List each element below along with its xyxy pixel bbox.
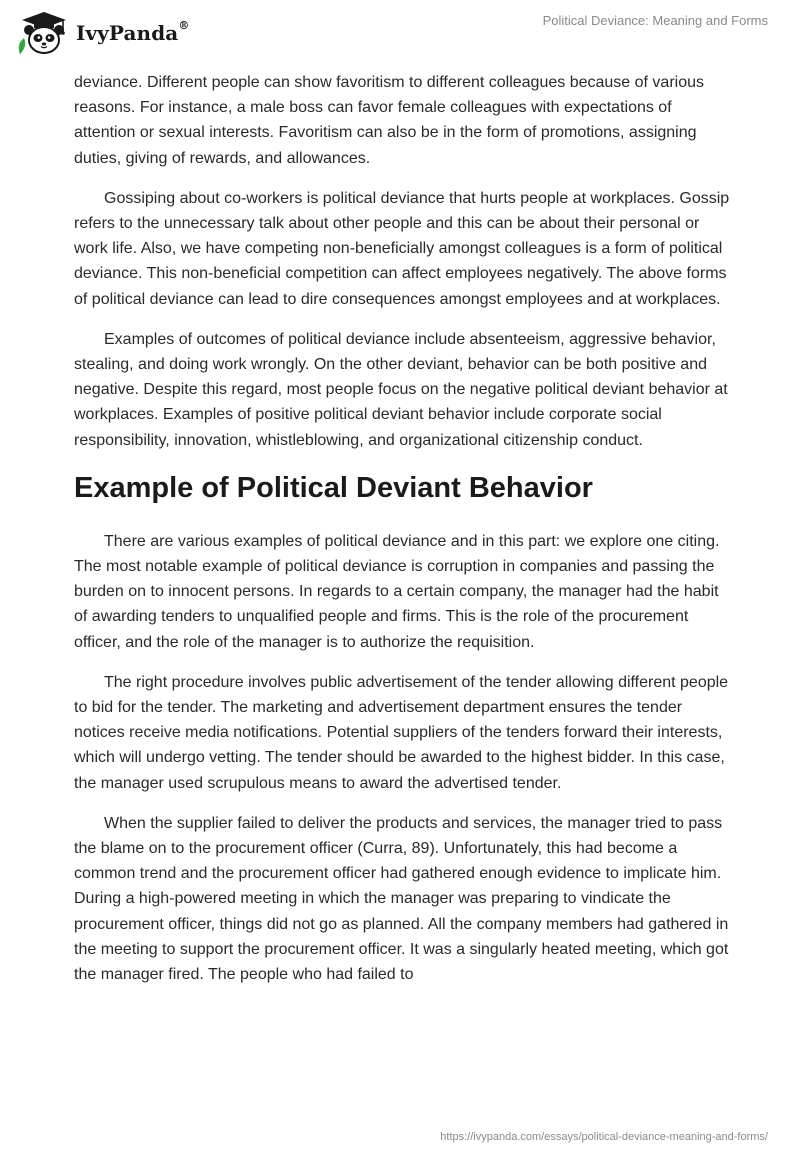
logo-wordmark [76, 21, 189, 45]
paragraph-example-intro: There are various examples of political deviance and in this part: we explore one citing. The most notable example of political deviance is corruption in companies and passing the burden on to innocent persons. In regards to a certain company, the manager had the habit of awarding tenders to unqualified people and firms. This is the role of the procurement officer, and the role of the manager is to authorize the requisition. [74, 532, 720, 651]
registered-mark: ® [178, 19, 190, 32]
paragraph-procedure: The right procedure involves public advertisement of the tender allowing different people to bid for the tender. The marketing and advertisement department ensures the tender notices receive media notifications. Potential suppliers of the tenders forward their interests, which will undergo vetting. The tender should be awarded to the highest bidder. In this case, the manager used scrupulous means to award the advertised tender. [74, 673, 729, 792]
paragraph-continued: deviance. Different people can show favoritism to different colleagues because of various reasons. For instance, a male boss can favor female colleagues with expectations of attention or sexual interests. Favoritism can also be in the form of promotions, assigning duties, giving of rewards, and allowances. [74, 74, 704, 167]
paragraph-outcome: When the supplier failed to deliver the products and services, the manager tried to pass the blame on to the procurement officer (Curra, 89). Unfortunately, this had become a common trend and the procurement officer had gathered enough evidence to implicate him. During a high-powered meeting in which the manager was preparing to vindicate the procurement officer, things did not go as planned. All the company members had gathered in the meeting to support the procurement officer. It was a singularly heated meeting, which got the manager fired. The people who had failed to [74, 814, 729, 984]
essay-body [74, 70, 734, 1002]
page-header [0, 0, 800, 70]
source-url[interactable]: https://ivypanda.com/essays/political-deviance-meaning-and-forms/ [440, 1131, 768, 1143]
document-title: Political Deviance: Meaning and Forms [542, 13, 768, 28]
panda-graduate-icon [14, 10, 72, 56]
section-heading: Example of Political Deviant Behavior [74, 471, 593, 504]
logo-text: IvyPanda [76, 21, 179, 45]
paragraph-gossip: Gossiping about co-workers is political deviance that hurts people at workplaces. Gossip refers to the unnecessary talk about other people and this can be about their personal or work life. Also, we have competing non-beneficially amongst colleagues is a form of political deviance. This non-beneficial competition can affect employees negatively. The above forms of political deviance can lead to dire consequences amongst employees and at workplaces. [74, 189, 730, 308]
paragraph-outcomes: Examples of outcomes of political deviance include absenteeism, aggressive behavior, stealing, and doing work wrongly. On the other deviant, behavior can be both positive and negative. Despite this regard, most people focus on the negative political deviant behavior at workplaces. Examples of positive political deviant behavior include corporate social responsibility, innovation, whistleblowing, and organizational citizenship conduct. [74, 330, 728, 449]
ivypanda-logo[interactable] [14, 10, 189, 56]
